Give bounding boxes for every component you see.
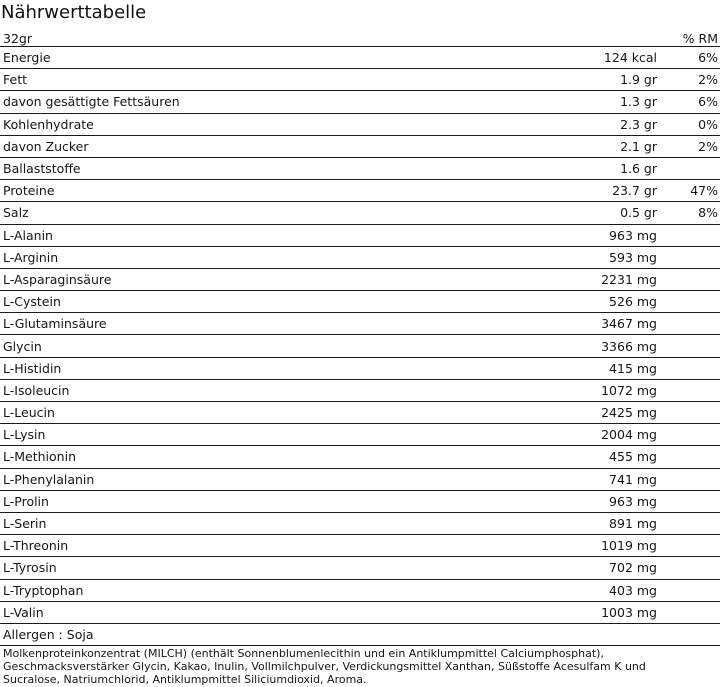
- serving-size-label: 32gr: [3, 31, 32, 46]
- row-value: 2.3 gr: [620, 116, 657, 132]
- table-row: [0, 402, 720, 424]
- table-row: [0, 47, 720, 69]
- table-row: [0, 136, 720, 158]
- row-label: Kohlenhydrate: [3, 116, 94, 132]
- table-row: [0, 424, 720, 446]
- table-row: [0, 269, 720, 291]
- table-row: [0, 446, 720, 468]
- row-value: 0.5 gr: [620, 205, 657, 221]
- row-value: 526 mg: [609, 294, 657, 310]
- table-row: [0, 158, 720, 180]
- row-value: 891 mg: [609, 516, 657, 532]
- row-rm: 6%: [698, 94, 718, 110]
- table-row: [0, 557, 720, 579]
- table-row: [0, 313, 720, 335]
- row-value: 455 mg: [609, 449, 657, 465]
- page-title: Nährwerttabelle: [1, 2, 147, 23]
- ingredients-line: Molkenproteinkonzentrat (MILCH) (enthält Sonnenblumenlecithin und ein Antiklumpmittel Calciumphosphat),: [3, 647, 604, 661]
- table-row: [0, 491, 720, 513]
- row-label: L-Leucin: [3, 405, 55, 421]
- row-rm: 8%: [698, 205, 718, 221]
- table-body: [0, 47, 720, 624]
- row-value: 1.9 gr: [620, 72, 657, 88]
- row-value: 403 mg: [609, 582, 657, 598]
- allergen-row: [0, 624, 720, 646]
- table-row: [0, 91, 720, 113]
- table-row: [0, 358, 720, 380]
- table-row: [0, 535, 720, 557]
- row-value: 23.7 gr: [612, 183, 657, 199]
- row-label: L-Cystein: [3, 294, 61, 310]
- row-label: L-Lysin: [3, 427, 46, 443]
- row-value: 124 kcal: [603, 50, 657, 66]
- row-value: 2231 mg: [601, 271, 657, 287]
- ingredients-paragraph: [3, 648, 703, 686]
- row-value: 741 mg: [609, 471, 657, 487]
- row-value: 963 mg: [609, 227, 657, 243]
- table-row: [0, 602, 720, 624]
- row-label: L-Histidin: [3, 360, 62, 376]
- row-value: 2.1 gr: [620, 138, 657, 154]
- table-row: [0, 247, 720, 269]
- row-value: 1019 mg: [601, 538, 657, 554]
- row-value: 593 mg: [609, 249, 657, 265]
- row-label: L-Methionin: [3, 449, 76, 465]
- row-label: L-Glutaminsäure: [3, 316, 107, 332]
- rm-column-header: % RM: [682, 31, 718, 46]
- row-label: Proteine: [3, 183, 55, 199]
- nutrition-label-page: [0, 2, 720, 686]
- row-label: L-Serin: [3, 516, 47, 532]
- row-label: Salz: [3, 205, 29, 221]
- row-value: 3467 mg: [601, 316, 657, 332]
- allergen-label: Allergen : Soja: [3, 626, 94, 642]
- row-value: 963 mg: [609, 493, 657, 509]
- row-label: L-Arginin: [3, 249, 59, 265]
- row-label: L-Phenylalanin: [3, 471, 95, 487]
- row-value: 1072 mg: [601, 382, 657, 398]
- row-label: L-Tryptophan: [3, 582, 84, 598]
- row-label: L-Asparaginsäure: [3, 271, 112, 287]
- row-value: 1.6 gr: [620, 161, 657, 177]
- row-rm: 6%: [698, 50, 718, 66]
- row-label: Fett: [3, 72, 27, 88]
- row-value: 415 mg: [609, 360, 657, 376]
- row-label: Glycin: [3, 338, 42, 354]
- table-row: [0, 335, 720, 357]
- row-rm: 47%: [690, 183, 718, 199]
- nutrition-table: [0, 30, 720, 646]
- table-row: [0, 69, 720, 91]
- row-rm: 2%: [698, 72, 718, 88]
- row-value: 1.3 gr: [620, 94, 657, 110]
- table-row: [0, 225, 720, 247]
- row-label: davon Zucker: [3, 138, 89, 154]
- row-rm: 0%: [698, 116, 718, 132]
- row-value: 2425 mg: [601, 405, 657, 421]
- table-row: [0, 380, 720, 402]
- table-row: [0, 202, 720, 224]
- row-label: Ballaststoffe: [3, 161, 81, 177]
- row-value: 1003 mg: [601, 604, 657, 620]
- ingredients-line: Geschmacksverstärker Glycin, Kakao, Inulin, Vollmilchpulver, Verdickungsmittel Xanthan, Süßstoffe Acesulfam K und: [3, 659, 646, 673]
- table-row: [0, 291, 720, 313]
- table-row: [0, 469, 720, 491]
- row-label: L-Alanin: [3, 227, 53, 243]
- row-label: L-Tyrosin: [3, 560, 57, 576]
- row-value: 2004 mg: [601, 427, 657, 443]
- row-value: 702 mg: [609, 560, 657, 576]
- table-row: [0, 180, 720, 202]
- row-label: L-Threonin: [3, 538, 69, 554]
- table-row: [0, 580, 720, 602]
- row-label: L-Isoleucin: [3, 382, 70, 398]
- row-label: L-Prolin: [3, 493, 49, 509]
- row-rm: 2%: [698, 138, 718, 154]
- table-row: [0, 114, 720, 136]
- ingredients-line: Sucralose, Natriumchlorid, Antiklumpmittel Siliciumdioxid, Aroma.: [3, 672, 367, 686]
- row-label: Energie: [3, 50, 51, 66]
- row-label: L-Valin: [3, 604, 44, 620]
- row-value: 3366 mg: [601, 338, 657, 354]
- row-label: davon gesättigte Fettsäuren: [3, 94, 180, 110]
- table-row: [0, 513, 720, 535]
- table-header-row: [0, 30, 720, 47]
